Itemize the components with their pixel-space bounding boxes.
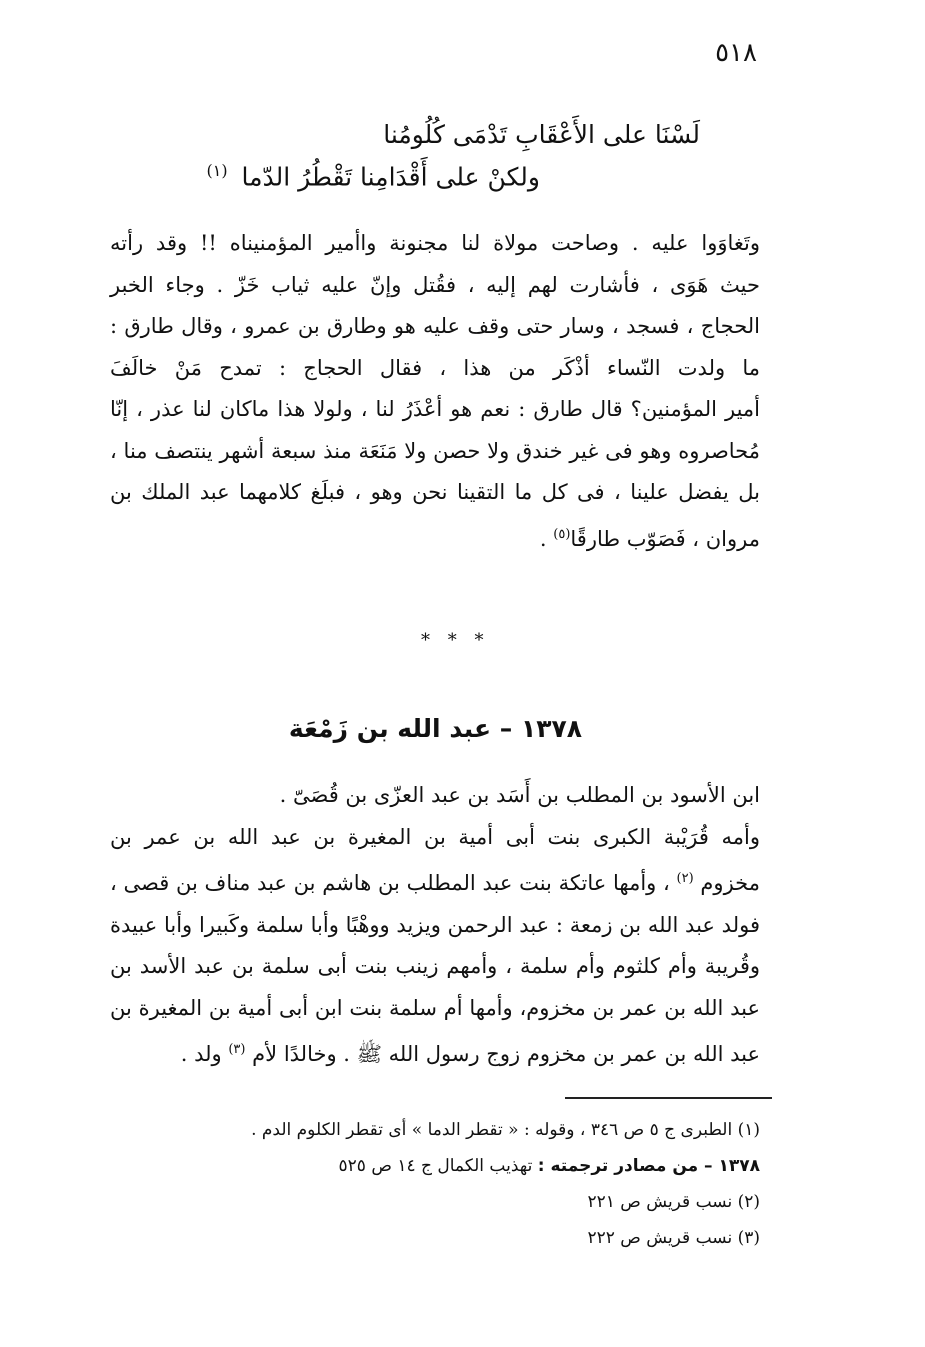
narrative-paragraph (110, 223, 760, 560)
footnote-divider (565, 1097, 772, 1099)
paragraph-line-text: ولد . (180, 1042, 222, 1066)
paragraph-line-text: ، وأمها عاتكة بنت عبد المطلب بن هاشم بن عبد مناف بن قصى ، (110, 871, 670, 895)
poem-verse-1: لَسْنَا على الأَعْقَابِ تَدْمَى كُلُومُنا (383, 120, 700, 149)
footnote-ref-3: (٣) (228, 1042, 246, 1057)
paragraph-line: ابن الأسود بن المطلب بن أَسَد بن عبد العزّى بن قُصَىّ . (279, 783, 760, 807)
footnote-sources-label: ١٣٧٨ – من مصادر ترجمته : (537, 1156, 760, 1176)
footnote-2: (٢) نسب قريش ص ٢٢١ (587, 1192, 760, 1212)
footnote-3: (٣) نسب قريش ص ٢٢٢ (587, 1228, 760, 1248)
paragraph-line-text: مخزوم (700, 871, 760, 895)
paragraph-line (110, 858, 760, 905)
paragraph-end-mark: . (539, 526, 554, 551)
biography-paragraph (110, 775, 760, 1076)
paragraph-line-last (110, 514, 760, 561)
section-separator: * * * (421, 630, 490, 651)
poem-verse-2-text: ولكنْ على أَقْدَامِنا تَقْطُرُ الدّما (241, 162, 540, 192)
paragraph-line-text: مروان ، فَصَوّب طارقًا (570, 526, 760, 551)
paragraph-line: فولد عبد الله بن زمعة : عبد الرحمن ويزيد ووهْبًا وأبا سلمة وكَبيرا وأبا عبيدة (110, 912, 760, 937)
footnote-sources-text: تهذيب الكمال ج ١٤ ص ٥٢٥ (338, 1156, 538, 1176)
entry-heading: ١٣٧٨ – عبد الله بن زَمْعَة (288, 714, 582, 743)
footnote-sources (160, 1148, 760, 1184)
footnotes (160, 1112, 760, 1256)
paragraph-line: أمير المؤمنين؟ قال طارق : نعم هو أعْذَرُ لنا ، ولولا هذا ماكان لنا عذر ، إنّا (110, 397, 760, 421)
paragraph-line: حيث هَوَى ، فأشارت لهم إليه ، فقُتل وإنّ عليه ثياب خَزّ . وجاء الخبر (110, 272, 760, 297)
paragraph-line: وأمه قُرَيْبة الكبرى بنت أبى أمية بن المغيرة بن عبد الله بن عمر بن (110, 824, 760, 849)
paragraph-line: وتَغاوَوا عليه . وصاحت مولاة لنا مجنونة واأمير المؤمنيناه !! وقد رأته (110, 231, 760, 255)
footnote-ref-5: (٥) (553, 526, 571, 542)
paragraph-line-text: عبد الله بن عمر بن مخزوم زوج رسول الله ﷺ . وخالدًا لأم (252, 1042, 760, 1066)
paragraph-line: مُحاصروه وهو فى غير خندق ولا حصن ولا مَنَعَة منذ سبعة أشهر ينتصف منا ، (110, 438, 760, 463)
footnote-1: (١) الطبرى ج ٥ ص ٣٤٦ ، وقوله : « تقطر الدما » أى تقطر الكلوم الدم . (251, 1120, 760, 1140)
poem-verse-2 (206, 161, 540, 191)
paragraph-line: الحجاج ، فسجد ، وسار حتى وقف عليه هو وطارق بن عمرو ، وقال طارق : (110, 314, 760, 338)
paragraph-line: ما ولدت النّساء أذْكَر من هذا ، فقال الحجاج : تمدح مَنْ خالَفَ (110, 355, 760, 380)
paragraph-line-last (110, 1029, 760, 1076)
page-number: ٥١٨ (715, 38, 757, 68)
paragraph-line: وقُريبة وأم كلثوم وأم سلمة ، وأمهم زينب بنت أبى سلمة بن عبد الأسد بن (110, 954, 760, 978)
paragraph-line: بل يفضل علينا ، فى كل ما التقينا نحن وهو ، فبلَغ كلامهما عبد الملك بن (110, 480, 760, 504)
footnote-ref-2: (٢) (676, 871, 694, 886)
footnote-ref-1: (١) (206, 161, 228, 180)
paragraph-line: عبد الله بن عمر بن مخزوم، وأمها أم سلمة بنت ابن أبى أمية بن المغيرة بن (110, 995, 760, 1020)
